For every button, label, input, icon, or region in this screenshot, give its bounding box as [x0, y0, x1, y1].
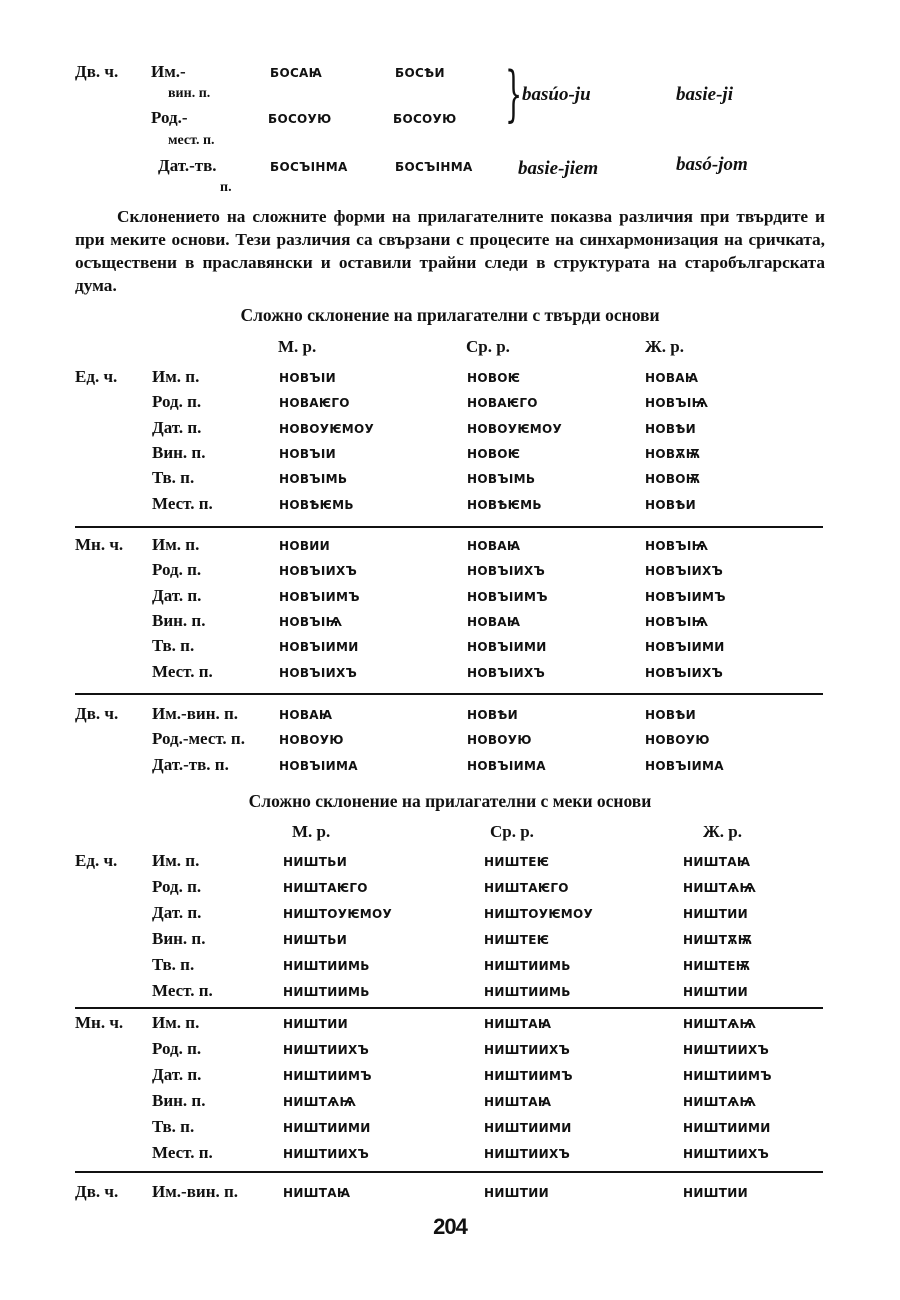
form-cell: НИШТАꙖ	[683, 855, 751, 869]
form-cell: НОВАѤГО	[467, 396, 538, 411]
form-cell: НОВОУЮ	[279, 733, 344, 748]
column-header: Ср. р.	[466, 337, 510, 356]
case-label: Дат.-тв. п.	[152, 754, 229, 774]
form-cell: НОВАꙖ	[467, 614, 521, 629]
form-cell: НИШТИИМИ	[683, 1121, 771, 1135]
form-cell: НИШТАѤГО	[283, 881, 368, 895]
form-cell: НОВЪІИМИ	[467, 640, 547, 655]
form-cell: НОВѢИ	[645, 421, 697, 436]
case-label: вин. п.	[168, 86, 211, 101]
case-label: Им. п.	[152, 535, 200, 554]
table-title: Сложно склонение на прилагателни с меки основи	[248, 791, 652, 811]
column-header: М. р.	[278, 337, 317, 356]
form-cell: НОВЪІѨ	[645, 396, 709, 411]
form-cell: НИШТЕѤ	[484, 933, 550, 947]
divider	[75, 1171, 823, 1173]
form-cell: НОВОУѤМОУ	[279, 421, 375, 436]
reconstruction: basie-jiem	[518, 158, 599, 179]
form-cell: НОВЪІИХЪ	[645, 665, 724, 680]
reconstruction: basie-ji	[676, 84, 733, 105]
form-cell: НОВЪІИ	[279, 446, 336, 461]
form-cell: НОВЪІИ	[279, 371, 336, 385]
number-label: Дв. ч.	[75, 704, 119, 723]
column-header: Ж. р.	[645, 337, 685, 356]
form-cell: НОВЪІѨ	[645, 614, 709, 629]
form-cell: НОВЪІМЬ	[279, 472, 348, 487]
column-header: М. р.	[292, 822, 331, 841]
form-cell: БОСЪІНМА	[395, 160, 473, 174]
case-label: Род. п.	[152, 392, 202, 412]
form-cell: НОВИИ	[279, 539, 330, 553]
form-cell: НОВАꙖ	[645, 371, 699, 385]
number-label: Дв. ч.	[75, 1182, 119, 1201]
form-cell: НОВЪІИМЪ	[279, 589, 360, 604]
form-cell: НИШТИИХЪ	[484, 1043, 571, 1057]
form-cell: НОВѢИ	[645, 497, 697, 512]
form-cell: НИШТѦѨ	[683, 1095, 757, 1109]
form-cell: НИШТАѤГО	[484, 881, 569, 895]
form-cell: НОВЪІИМИ	[645, 640, 725, 655]
form-cell: НИШТИИМИ	[283, 1121, 371, 1135]
case-label: Тв. п.	[152, 468, 195, 488]
case-label: мест. п.	[168, 133, 215, 148]
number-label: Мн. ч.	[75, 535, 124, 554]
body-paragraph: Склонението на сложните форми на прилагателните показва различия при твърдите и при меките основи. Тези различия са свързани с процесите на синхармонизация на сричката, осъществени в праславянски и оставили трайни следи в структурата на старобългарската дума.	[75, 207, 825, 295]
case-label: Тв. п.	[152, 636, 195, 656]
form-cell: НОВЪІИМА	[467, 758, 546, 773]
form-cell: НОВЪІИМА	[279, 758, 358, 773]
form-cell: НИШТѦѨ	[683, 881, 757, 895]
form-cell: НИШТАꙖ	[484, 1095, 552, 1109]
form-cell: НИШТИИХЪ	[283, 1147, 370, 1161]
form-cell: НИШТЬИ	[283, 933, 348, 947]
form-cell: НИШТИИ	[484, 1186, 549, 1200]
case-label: Мест. п.	[152, 661, 213, 681]
form-cell: НОВЪІМЬ	[467, 472, 536, 487]
form-cell: НОВАѤГО	[279, 396, 350, 411]
case-label: Им. п.	[152, 851, 200, 870]
form-cell: НОВАꙖ	[467, 539, 521, 553]
column-header: Ср. р.	[490, 822, 534, 841]
form-cell: НИШТИИХЪ	[283, 1043, 370, 1057]
form-cell: НИШТЕѤ	[484, 855, 550, 869]
number-label: Дв. ч.	[75, 62, 119, 81]
form-cell: НИШТИИХЪ	[683, 1043, 770, 1057]
form-cell: НИШТѦѨ	[283, 1095, 357, 1109]
form-cell: БОСОУЮ	[393, 112, 457, 126]
case-label: Вин. п.	[152, 442, 206, 462]
form-cell: НИШТИИХЪ	[683, 1147, 770, 1161]
case-label: Им.-вин. п.	[152, 704, 239, 723]
form-cell: НОВЪІИХЪ	[645, 564, 724, 579]
form-cell: БОСОУЮ	[268, 112, 332, 126]
form-cell: НОВАꙖ	[279, 708, 333, 722]
case-label: Род.-	[151, 108, 188, 127]
form-cell: НИШТИИМЬ	[484, 985, 571, 999]
brace-icon: }	[505, 59, 523, 129]
number-label: Ед. ч.	[75, 367, 118, 386]
form-cell: НИШТЕѬ	[683, 959, 751, 973]
form-cell: НОВОѬ	[645, 472, 701, 487]
form-cell: НИШТИИМЪ	[283, 1069, 372, 1083]
form-cell: НОВЪІѨ	[645, 539, 709, 553]
form-cell: НИШТИИМЪ	[683, 1069, 772, 1083]
case-label: п.	[220, 180, 232, 195]
number-label: Ед. ч.	[75, 851, 118, 870]
form-cell: НИШТИИ	[683, 1186, 748, 1200]
form-cell: НИШТИИМЬ	[283, 985, 370, 999]
form-cell: НОВЪІИХЪ	[279, 564, 358, 579]
form-cell: НОВЪІИМЪ	[645, 589, 726, 604]
form-cell: НОВѢѤМЬ	[279, 497, 354, 512]
divider	[75, 1007, 823, 1009]
form-cell: НИШТОУѤМОУ	[283, 907, 393, 921]
case-label: Им. п.	[152, 1013, 200, 1032]
form-cell: НОВЪІѨ	[279, 614, 343, 629]
number-label: Мн. ч.	[75, 1013, 124, 1032]
form-cell: НОВОѤ	[467, 371, 521, 385]
form-cell: НОВОУѤМОУ	[467, 421, 563, 436]
form-cell: НИШТИИМЬ	[283, 959, 370, 973]
form-cell: НОВЪІИХЪ	[279, 665, 358, 680]
case-label: Род.-мест. п.	[152, 729, 245, 749]
case-label: Вин. п.	[152, 610, 206, 630]
form-cell: НИШТѦѨ	[683, 1017, 757, 1031]
case-label: Дат. п.	[152, 417, 202, 437]
form-cell: НИШТѪѬ	[683, 933, 753, 947]
case-label: Вин. п.	[152, 929, 206, 948]
form-cell: НОВОУЮ	[645, 733, 710, 748]
page-number: 204	[433, 1214, 467, 1239]
form-cell: НОВѢИ	[645, 708, 697, 722]
reconstruction: basúo-ju	[522, 84, 591, 105]
form-cell: БОСѢИ	[395, 66, 445, 80]
form-cell: НОВѢѤМЬ	[467, 497, 542, 512]
reconstruction: basó-jom	[676, 154, 748, 175]
form-cell: НОВЪІИХЪ	[467, 665, 546, 680]
form-cell: НОВѪѬ	[645, 446, 701, 461]
form-cell: НИШТЬИ	[283, 855, 348, 869]
form-cell: НИШТИИ	[683, 985, 748, 999]
form-cell: НОВОѤ	[467, 446, 521, 461]
form-cell: НИШТИИМИ	[484, 1121, 572, 1135]
form-cell: НОВЪІИМИ	[279, 640, 359, 655]
case-label: Мест. п.	[152, 981, 213, 1000]
case-label: Дат. п.	[152, 903, 202, 922]
case-label: Мест. п.	[152, 493, 213, 513]
case-label: Тв. п.	[152, 1117, 195, 1136]
case-label: Род. п.	[152, 560, 202, 580]
form-cell: НИШТОУѤМОУ	[484, 907, 594, 921]
form-cell: НОВѢИ	[467, 708, 519, 722]
form-cell: НИШТАꙖ	[484, 1017, 552, 1031]
form-cell: НОВЪІИМА	[645, 758, 724, 773]
divider	[75, 526, 823, 528]
table-title: Сложно склонение на прилагателни с твърди основи	[240, 305, 660, 325]
form-cell: НИШТИИ	[683, 907, 748, 921]
form-cell: НИШТИИХЪ	[484, 1147, 571, 1161]
form-cell: НИШТАꙖ	[283, 1186, 351, 1200]
form-cell: НИШТИИ	[283, 1017, 348, 1031]
form-cell: НОВЪІИМЪ	[467, 589, 548, 604]
case-label: Им.-	[151, 62, 186, 81]
form-cell: НИШТИИМЪ	[484, 1069, 573, 1083]
column-header: Ж. р.	[703, 822, 743, 841]
form-cell: БОСЪІНМА	[270, 160, 348, 174]
divider	[75, 693, 823, 695]
case-label: Дат. п.	[152, 585, 202, 605]
case-label: Род. п.	[152, 1039, 202, 1058]
form-cell: НОВОУЮ	[467, 733, 532, 748]
form-cell: НОВЪІИХЪ	[467, 564, 546, 579]
case-label: Им. п.	[152, 367, 200, 386]
case-label: Мест. п.	[152, 1143, 213, 1162]
form-cell: НИШТИИМЬ	[484, 959, 571, 973]
case-label: Дат.-тв.	[158, 156, 217, 175]
case-label: Вин. п.	[152, 1091, 206, 1110]
case-label: Им.-вин. п.	[152, 1182, 239, 1201]
case-label: Род. п.	[152, 877, 202, 896]
case-label: Дат. п.	[152, 1065, 202, 1084]
form-cell: БОСАꙖ	[270, 66, 323, 80]
case-label: Тв. п.	[152, 955, 195, 974]
